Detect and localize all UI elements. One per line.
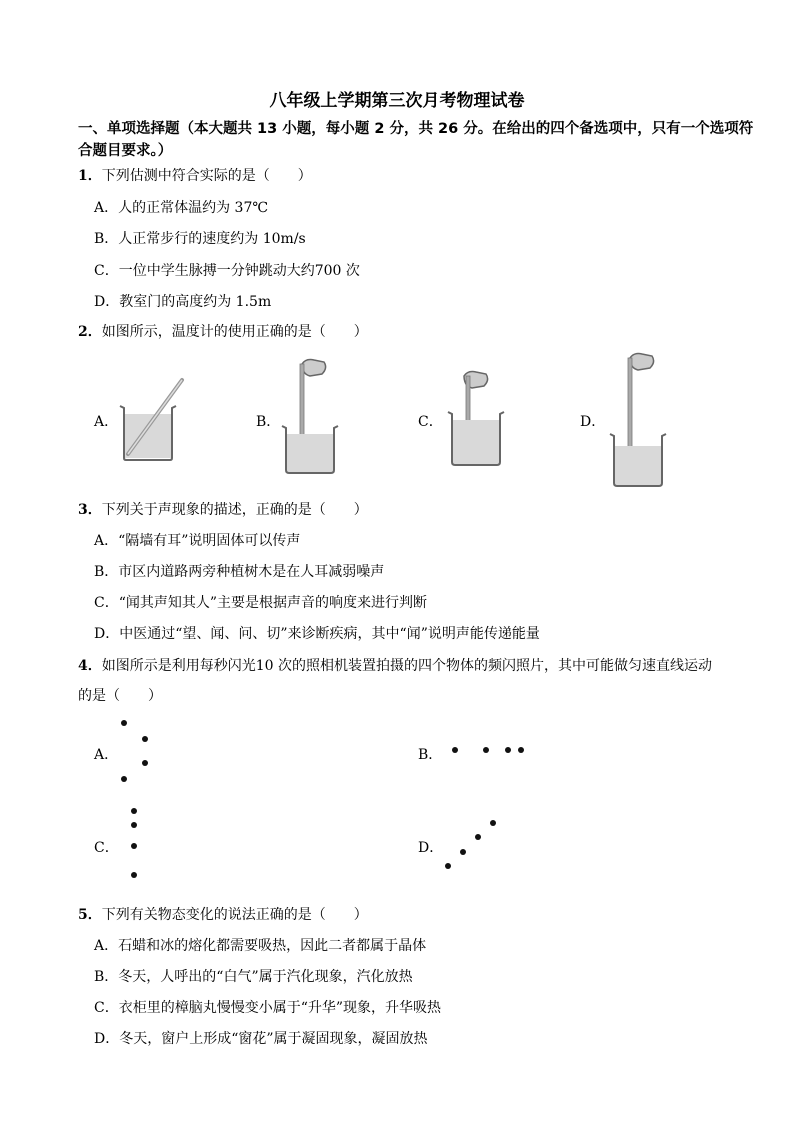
- flash-dot: [121, 720, 127, 726]
- q1-option-a: A．人的正常体温约为 37℃: [94, 200, 269, 216]
- q5-option-d: D．冬天，窗户上形成“窗花”属于凝固现象，凝固放热: [94, 1031, 428, 1047]
- question-number: 1．: [78, 168, 102, 184]
- q1-option-b: B．人正常步行的速度约为 10m/s: [94, 231, 306, 247]
- beaker-figure-a: [116, 374, 194, 464]
- q1-option-c: C．一位中学生脉搏一分钟跳动大约700 次: [94, 263, 360, 279]
- q5-option-c: C．衣柜里的樟脑丸慢慢变小属于“升华”现象，升华吸热: [94, 1000, 442, 1016]
- question-3: [78, 499, 368, 519]
- beaker-figure-b: [276, 356, 346, 476]
- question-number: 4．: [78, 658, 102, 674]
- flash-dot: [142, 736, 148, 742]
- question-stem: 如图所示，温度计的使用正确的是（ ）: [101, 324, 368, 340]
- q5-option-a: A．石蜡和冰的熔化都需要吸热，因此二者都属于晶体: [94, 938, 427, 954]
- flash-dot: [518, 747, 524, 753]
- question-stem-line-1: 如图所示是利用每秒闪光10 次的照相机装置拍摄的四个物体的频闪照片，其中可能做匀速直线运动: [101, 658, 713, 674]
- flash-dot: [452, 747, 458, 753]
- question-4: [78, 655, 712, 675]
- q2-label-d: D．: [580, 414, 606, 430]
- q2-label-a: A．: [94, 414, 119, 430]
- flash-dot: [445, 863, 451, 869]
- flash-dot: [131, 822, 137, 828]
- flash-dot: [131, 843, 137, 849]
- question-number: 5．: [78, 907, 102, 923]
- q5-option-b: B．冬天，人呼出的“白气”属于汽化现象，汽化放热: [94, 969, 413, 985]
- exam-title: 八年级上学期第三次月考物理试卷: [269, 91, 525, 111]
- flash-dot: [483, 747, 489, 753]
- section-heading: 一、单项选择题（本大题共 13 小题，每小题 2 分，共 26 分。在给出的四个备选项中，只有一个选项符合题目要求。）: [78, 121, 754, 159]
- flash-dot: [460, 849, 466, 855]
- question-number: 3．: [78, 502, 102, 518]
- flash-dot: [121, 776, 127, 782]
- question-number: 2．: [78, 324, 102, 340]
- q1-option-d: D．教室门的高度约为 1.5m: [94, 294, 272, 310]
- question-stem: 下列关于声现象的描述，正确的是（ ）: [101, 502, 368, 518]
- q4-label-a: A．: [94, 747, 119, 763]
- q3-option-d: D．中医通过“望、闻、问、切”来诊断疾病，其中“闻”说明声能传递能量: [94, 626, 540, 642]
- question-4-line-2: 的是（ ）: [78, 688, 162, 704]
- beaker-figure-d: [604, 350, 674, 488]
- q2-label-b: B．: [256, 414, 281, 430]
- flash-dot: [505, 747, 511, 753]
- q2-label-c: C．: [418, 414, 443, 430]
- question-1: [78, 165, 312, 185]
- flash-dot: [142, 760, 148, 766]
- q4-label-d: D．: [418, 840, 444, 856]
- question-2: [78, 321, 368, 341]
- q4-label-c: C．: [94, 840, 119, 856]
- question-stem: 下列有关物态变化的说法正确的是（ ）: [101, 907, 368, 923]
- question-5: [78, 904, 368, 924]
- flash-dot: [131, 872, 137, 878]
- flash-dot: [475, 834, 481, 840]
- flash-dot: [131, 808, 137, 814]
- beaker-figure-c: [442, 368, 512, 468]
- q3-option-b: B．市区内道路两旁种植树木是在人耳减弱噪声: [94, 564, 385, 580]
- q3-option-c: C．“闻其声知其人”主要是根据声音的响度来进行判断: [94, 595, 428, 611]
- q4-label-b: B．: [418, 747, 443, 763]
- question-stem: 下列估测中符合实际的是（ ）: [101, 168, 312, 184]
- q3-option-a: A．“隔墙有耳”说明固体可以传声: [94, 533, 301, 549]
- flash-dot: [490, 820, 496, 826]
